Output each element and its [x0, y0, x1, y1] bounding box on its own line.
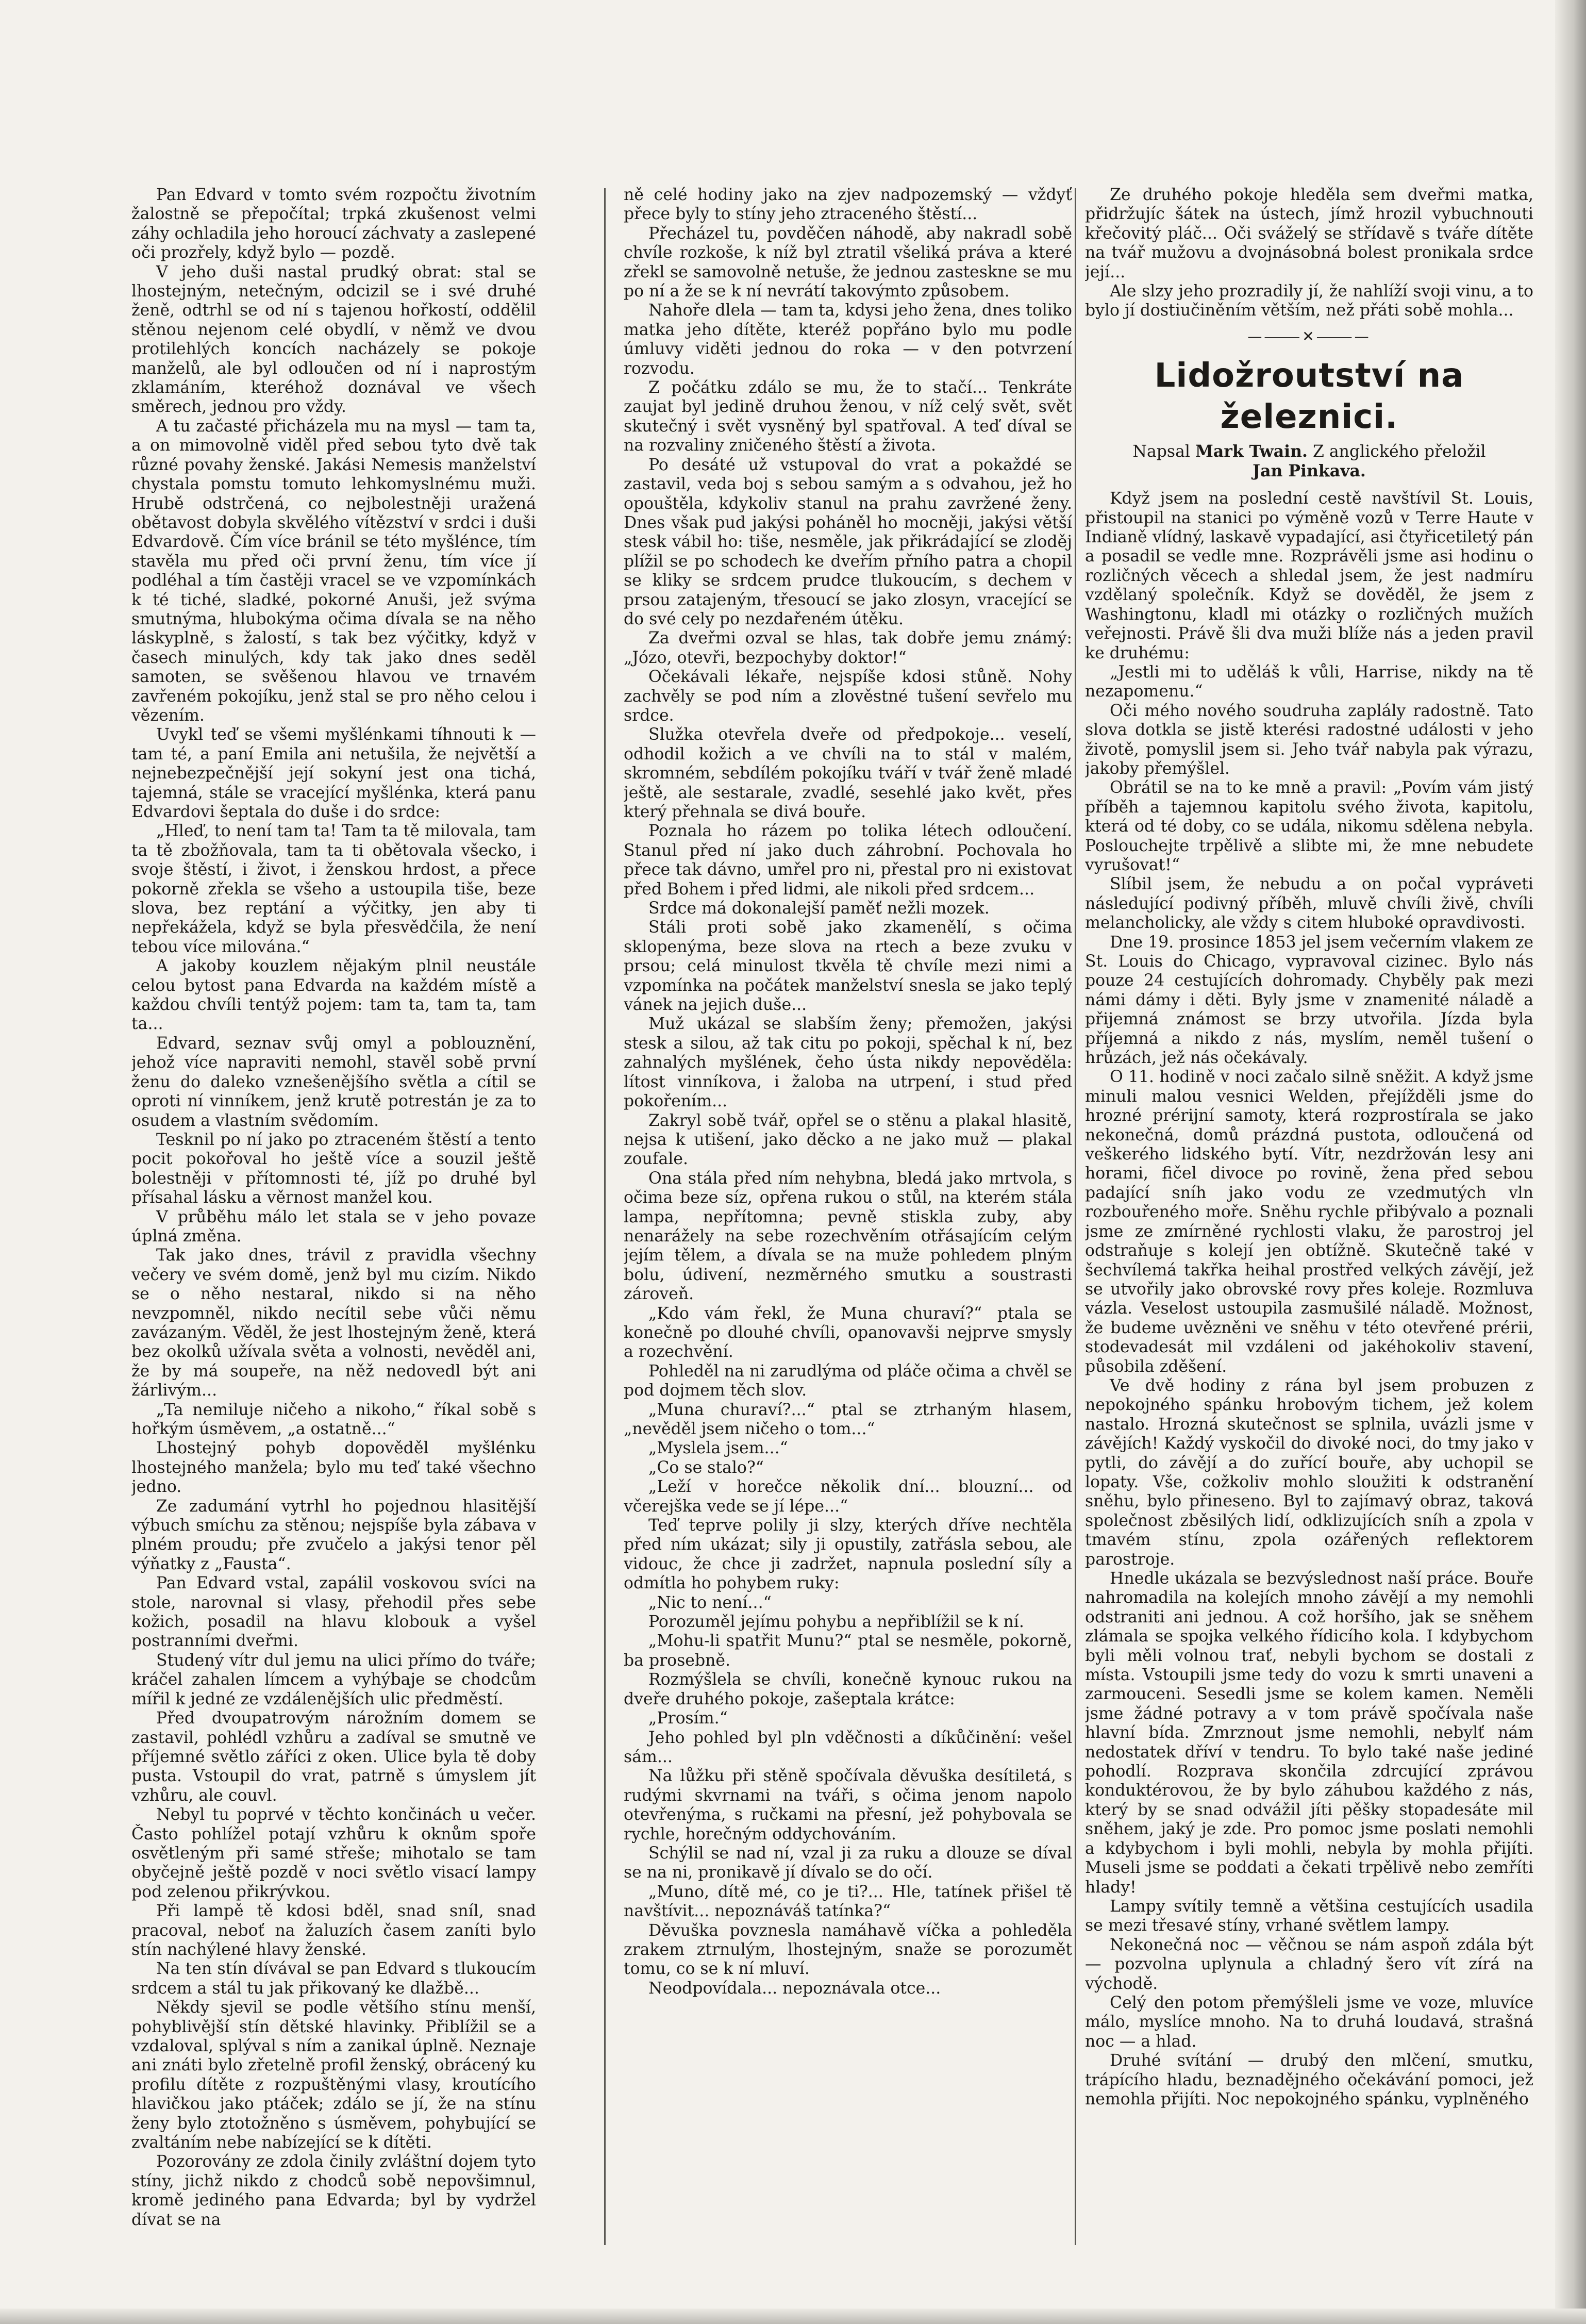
paragraph: Schýlil se nad ní, vzal ji za ruku a dlouze se díval se na ni, pronikavě jí dívalo se do očí. [624, 1844, 1072, 1882]
paragraph: Oči mého nového soudruha zaplály radostně. Tato slova dotkla se jistě kterési radostné události v jeho životě, pomyslil jsem si. Jeho tvář nabyla pak výrazu, jakoby přemýšlel. [1085, 701, 1533, 778]
paragraph: Srdce má dokonalejší paměť nežli mozek. [648, 899, 990, 918]
paragraph: Hnedle ukázala se bezvýslednost naší práce. Bouře nahromadila na kolejích mnoho závějí a my nemohli odstraniti ani jednou. A což horšího, jak se sněhem zlámala se spojka velkého řídicího kola. I kdybychom byli měli volnou trať, nebyli bychom se dostali z místa. Vstoupili jsme tedy do vozu k smrti unaveni a zarmouceni. Sesedli jsme se kolem kamen. Neměli jsme žádné potravy a v tom právě spočívala naše hlavní bída. Zmrznout jsme nemohli, nebylť nám nedostatek dříví v tendru. To bylo také naše jediné pohodlí. Rozprava skončila zdrcující zprávou konduktérovou, že by bylo záhubou každého z nás, který by se snad odvážil jíti pěšky stopadesáte mil sněhem, jaký je zde. Pro pomoc jsme poslati nemohli a kdybychom i byli mohli, nebyla by mohla přijíti. Museli jsme se poddati a čekati trpělivě nebo zemříti hlady! [1085, 1569, 1533, 1897]
paragraph: Dne 19. prosince 1853 jel jsem večerním vlakem ze St. Louis do Chicago, vypravoval cizinec. Bylo nás pouze 24 cestujících dohromady. Chyběly pak mezi námi dámy i děti. Byly jsme v znamenité náladě a přijemná známost se brzy utvořila. Jízda byla příjemná a nikdo z nás, myslím, neměl tušení o hrůzách, jež nás očekávaly. [1085, 933, 1533, 1068]
paragraph: Za dveřmi ozval se hlas, tak dobře jemu známý: „Józo, otevři, bezpochyby doktor!“ [624, 629, 1072, 667]
paragraph: „Jestli mi to uděláš k vůli, Harrise, nikdy na tě nezapomenu.“ [1085, 662, 1533, 701]
paragraph: Neodpovídala... nepoznávala otce... [648, 1979, 941, 1998]
paragraph: „Kdo vám řekl, že Muna churaví?“ ptala se konečně po dlouhé chvíli, opanovavši nejprve smysly a rozechvění. [624, 1304, 1072, 1362]
paragraph: Při lampě tě kdosi bděl, snad sníl, snad pracoval, neboť na žaluzích časem zaníti bylo stín nachýlené hlavy ženské. [131, 1902, 536, 1959]
paragraph: Obrátil se na to ke mně a pravil: „Povím vám jistý příběh a tajemnou kapitolu svého života, kapitolu, která od té doby, co se udála, nikomu sdělena nebyla. Poslouchejte trpělivě a slibte mi, že mne nebudete vyrušovat!“ [1085, 778, 1533, 874]
paragraph: „Prosím.“ [648, 1709, 728, 1728]
paragraph: Tak jako dnes, trávil z pravidla všechny večery ve svém domě, jenž byl mu cizím. Nikdo se o něho nestaral, nikdo si na něho nevzpomněl, nikdo necítil sebe vůči němu zavázaným. Věděl, že jest lhostejným ženě, která bez okolků užívala světa a volnosti, nevěděl ani, že by má soupeře, na něž nedovedl být ani žárlivým... [131, 1246, 536, 1400]
byline-author: Mark Twain. [1195, 442, 1308, 461]
column-divider [1075, 188, 1076, 2245]
paragraph: „Leží v horečce několik dní... blouzní... od včerejška vede se jí lépe...“ [624, 1478, 1072, 1516]
column-left [131, 186, 536, 2262]
paragraph: Slíbil jsem, že nebudu a on počal vypráveti následující podivný příběh, mluvě chvíli živě, chvíli melancholicky, ale vždy s citem hluboké opravdivosti. [1085, 875, 1533, 933]
paragraph: „Co se stalo?“ [648, 1458, 764, 1477]
paragraph: „Ta nemiluje ničeho a nikoho,“ říkal sobě s hořkým úsměvem, „a ostatně...“ [131, 1400, 536, 1438]
column-divider [604, 188, 606, 2245]
page-edge-shadow [1555, 0, 1586, 2324]
paragraph: „Muno, dítě mé, co je ti?... Hle, tatínek přišel tě navštívit... nepoznáváš tatínka?“ [624, 1882, 1072, 1921]
paragraph: „Muna churaví?...“ ptal se ztrhaným hlasem, „nevěděl jsem ničeho o tom...“ [624, 1400, 1072, 1438]
paragraph: Ve dvě hodiny z rána byl jsem probuzen z nepokojného spánku hrobovým tichem, jež kolem nastalo. Hrozná skutečnost se splnila, uvázli jsme v závějích! Každý vyskočil do divoké noci, do tmy jako v pytli, do závějí a do zuřící bouře, aby uchopil se lopaty. Vše, cožkoliv mohlo sloužiti k odstranění sněhu, bylo přineseno. Byl to zajímavý obraz, taková společnost zběsilých lidí, odklizujících sníh a zpola v tmavém stínu, zpola ozářených reflektorem parostroje. [1085, 1376, 1533, 1569]
column-right [1085, 186, 1533, 2262]
paragraph: Přecházel tu, povděčen náhodě, aby nakradl sobě chvíle rozkoše, k níž byl ztratil všeliká práva a které zřekl se samovolně netuše, že jednou zastesknе se mu po ní a že se k ní nevrátí takovýmto způsobem. [624, 224, 1072, 301]
paragraph: Porozuměl jejímu pohybu a nepřiblížil se k ní. [648, 1613, 1024, 1632]
paragraph: Lampy svítily temně a většina cestujících usadila se mezi třesavé stíny, vrhané světlem lampy. [1085, 1897, 1533, 1935]
paragraph: „Mohu-li spatřit Munu?“ ptal se nesměle, pokorně, ba prosebně. [624, 1632, 1072, 1670]
paragraph: „Myslela jsem...“ [648, 1439, 788, 1458]
paragraph: Nebyl tu poprvé v těchto končinách u večer. Často pohlížel potají vzhůru k oknům spoře osvětleným při samé střeše; mihotalo se tam obyčejně ještě pozdě v noci světlo visací lampy pod zelenou přikrývkou. [131, 1805, 536, 1901]
page-edge-shadow [0, 2309, 1586, 2324]
paragraph: Ona stála před ním nehybna, bledá jako mrtvola, s očima beze síz, opřena rukou o stůl, na kterém stála lampa, nepřítomna; pevně stiskla zuby, aby nenarážely na sebe rozechvěním otřásajícím celým jejím tělem, a dívala se na muže pohledem plným bolu, údivení, nezměrného smutku a soustrasti zároveň. [624, 1169, 1072, 1304]
paragraph: Pozorovány ze zdola činily zvláštní dojem tyto stíny, jichž nikdo z chodců sobě nepovšimnul, kromě jediného pana Edvarda; byl by vydržel dívat se na [131, 2152, 536, 2229]
paragraph: Druhé svítání — drubý den mlčení, smutku, trápícího hladu, beznadějného očekávání pomoci, jež nemohla přijíti. Noc nepokojného spánku, vyplněného [1085, 2051, 1533, 2109]
paragraph: Nahoře dlela — tam ta, kdysi jeho žena, dnes toliko matka jeho dítěte, kteréž popřáno bylo mu podle úmluvy viděti jednou do roka — v den potvrzení rozvodu. [624, 301, 1072, 378]
paragraph: Pan Edvard v tomto svém rozpočtu životním žalostně se přepočítal; trpká zkušenost velmi záhy ochladila jeho horoucí záchvaty a zaslepené oči prozřely, když bylo — pozdě. [131, 186, 536, 262]
paragraph: Tesknil po ní jako po ztraceném štěstí a tento pocit pokořoval ho ještě více a souzil ještě bolestněji v přítomnosti té, jíž po druhé byl přísahal lásku a věrnost manžel kou. [131, 1130, 536, 1207]
byline-translator: Jan Pinkava. [1253, 461, 1366, 481]
paragraph: Rozmýšlela se chvíli, konečně kynouc rukou na dveře druhého pokoje, zašeptala krátce: [624, 1670, 1072, 1708]
paragraph: Muž ukázal se slabším ženy; přemožen, jakýsi stesk a silou, až tak citu po pokoji, spěchal k ní, bez zahnalých myšlének, čeho ústa nikdy nepověděla: lítost vinníkova, i žaloba na utrpení, i stud před pokořením... [624, 1015, 1072, 1111]
paragraph: Ze zadumání vytrhl ho pojednou hlasitější výbuch smíchu za stěnou; nejspíše byla zábava v plném proudu; pře zvučelo a jakýsi tenor pěl výňatky z „Fausta“. [131, 1497, 536, 1573]
paragraph: Edvard, seznav svůj omyl a poblouznění, jehož více napraviti nemohl, stavěl sobě první ženu do daleko vznešenějšího světla a cítil se oproti ní vinníkem, jenž krutě potrestán je za to osudem a vlastním svědomím. [131, 1034, 536, 1130]
paragraph: Pan Edvard vstal, zapálil voskovou svíci na stole, narovnal si vlasy, přehodil přes sebe kožich, posadil na hlavu klobouk a vyšel postranními dveřmi. [131, 1574, 536, 1651]
paragraph: Nekonečná noc — věčnou se nám aspoň zdála být — pozvolna uplynula a chladný šero vít zírá na východě. [1085, 1935, 1533, 1993]
paragraph: Z počátku zdálo se mu, že to stačí... Tenkráte zaujat byl jedině druhou ženou, v níž celý svět, svět skutečný i svět vysněný byl spatřoval. A teď díval se na rozvaliny zničeného štěstí a života. [624, 378, 1072, 455]
paragraph: Studený vítr dul jemu na ulici přímo do tváře; kráčel zahalen límcem a vyhýbaje se chodcům mířil k jedné ze vzdálenějších ulic předměstí. [131, 1651, 536, 1708]
article-byline [1085, 442, 1533, 481]
paragraph: Děvuška povznesla namáhavě víčka a pohleděla zrakem ztrnulým, lhostejným, snaže se porozumět tomu, co se k ní mluví. [624, 1921, 1072, 1979]
paragraph: Pohleděl na ni zarudlýma od pláče očima a chvěl se pod dojmem těch slov. [624, 1362, 1072, 1400]
paragraph: Celý den potom přemýšleli jsme ve voze, mluvíce málo, myslíce mnoho. Na to druhá loudavá, strašná noc — a hlad. [1085, 1993, 1533, 2051]
paragraph: Stáli proti sobě jako zkamenělí, s očima sklopenýma, beze slova na rtech a beze zvuku v prsou; celá minulost tkvěla tě chvíle mezi nimi a vzpomínka na počátek manželství snesla se jako teplý vánek na jejich duše... [624, 918, 1072, 1015]
paragraph: Na ten stín dívával se pan Edvard s tlukoucím srdcem a stál tu jak přikovaný ke dlažbě... [131, 1960, 536, 1998]
paragraph: Lhostejný pohyb dopověděl myšlénku lhostejného manžela; bylo mu teď také všechno jedno. [131, 1439, 536, 1497]
paragraph: Před dvoupatrovým nárožním domem se zastavil, pohlédl vzhůru a zadíval se smutně ve příjemné světlo záříci z oken. Ulice byla tě doby pusta. Vstoupil do vrat, patrně s úmyslem jít vzhůru, ale couvl. [131, 1709, 536, 1805]
article-title: Lidožroutství na železnici. [1154, 357, 1464, 437]
paragraph: V jeho duši nastal prudký obrat: stal se lhostejným, netečným, odcizil se i své druhé ženě, odtrhl se od ní s tajenou hořkostí, oddělil stěnou nejenom celé obydlí, v němž ve dvou protilehlých koncích nacházely se pokoje manželů, ale byl odloučen od ní i naprostým zklamáním, kteréhož doznával ve všech směrech, jednou pro vždy. [131, 262, 536, 417]
paragraph: A jakoby kouzlem nějakým plnil neustále celou bytost pana Edvarda na každém místě a každou chvíli tentýž pojem: tam ta, tam ta, tam ta... [131, 957, 536, 1034]
paragraph: Někdy sjevil se podle většího stínu menší, pohyblivější stín dětské hlavinky. Přiblížil se a vzdaloval, splýval s ním a zanikal úplně. Neznaje ani znáti bylo zřetelně profil ženský, obrácený ku profilu dítěte z rozpuštěnými vlasy, kroutícího hlavičkou jako ptáček; zdálo se jí, že na stínu ženy bylo ztotožněno s úsměvem, pohybující se zvaltáním nebe nabízející se k dítěti. [131, 1998, 536, 2152]
paragraph: Služka otevřela dveře od předpokoje... veselí, odhodil kožich a ve chvíli na to stál v malém, skromném, sebdílém pokojíku tváří v tvář ženě mladé ještě, ale sestarale, zvadlé, sesehlé jako květ, přes který přehnala se divá bouře. [624, 725, 1072, 821]
byline-mid: Z anglického přeložil [1307, 442, 1486, 461]
paragraph: Ze druhého pokoje hleděla sem dveřmi matka, přidržujíc šátek na ústech, jímž hrozil vybuchnouti křečovitý pláč... Oči sváželý se střídavě s tváře dítěte na tvář mužovu a dvojnásobná bolest pronikala srdce její... [1085, 186, 1533, 281]
paragraph: „Hleď, to není tam ta! Tam ta tě milovala, tam ta tě zbožňovala, tam ta ti obětovala všecko, i svoje štěstí, i život, i ženskou hrdost, a přece pokorně zřekla se všeho a ustoupila tiše, beze slova, bez reptání a výčitky, jen aby ti nepřekážela, když se byla přesvědčila, že není tebou více milována.“ [131, 822, 536, 956]
column-middle [624, 186, 1072, 2262]
paragraph: Když jsem na poslední cestě navštívil St. Louis, přistoupil na stanici po výměně vozů v Terre Haute v Indianě vlídný, laskavě vypadající, asi čtyřicetiletý pán a posadil se vedle mne. Rozprávěli jsme asi hodinu o rozličných věcech a shledal jsem, že jest nadmíru vzdělaný společník. Když se dověděl, že jsem z Washingtonu, kladl mi otázky o rozličných mužích veřejnosti. Právě šli dva muži blíže nás a jeden pravil ke druhému: [1085, 489, 1533, 662]
paragraph: O 11. hodině v noci začalo silně sněžit. A když jsme minuli malou vesnici Welden, přejížděli jsme do hrozné prérijní samoty, která rozprostírala se jako nekonečná, domů prázdná pustota, odloučená od veškerého lidského bytí. Vítr, nezdržován lesy ani horami, fičel divoce po rovině, žena před sebou padající sníh jako vodu ze vzedmutých vln rozbouřeného moře. Sněhu rychle přibývalo a poznali jsme ze zmírněné rychlosti vlaku, že parostroj jel odstraňuje s kolejí jen obtížně. Skutečně také v šechvílemá takřka heihal prostřed velkých závějí, jež se utvořily jako obrovské rovy přes koleje. Rozmluva vázla. Veselost ustoupila zasmušilé náladě. Možnost, že budeme uvězněni ve sněhu v této otevřené prérii, stodevadesát mil vzdáleni od jakéhokoliv stavení, působila zděšení. [1085, 1068, 1533, 1376]
paragraph: Uvykl teď se všemi myšlénkami tíhnouti k — tam té, a paní Emila ani netušila, že největší a nejnebezpečnější její sokyní jest ona tichá, tajemná, stále se vracející myšlénka, která panu Edvardovi šeptala do duše i do srdce: [131, 725, 536, 821]
paragraph: Po desáté už vstupoval do vrat a pokaždé se zastavil, veda boj s sebou samým a s odvahou, jež ho opouštěla, kdykoliv stanul na prahu zavržené ženy. Dnes však pud jakýsi poháněl ho mocněji, jakýsi větší stesk vábil ho: tiše, nesměle, jak přikrádající se zloděj plížil se po schodech ke dveřím přního patra a chopil se kliky se srdcem prudce tlukoucím, s dechem v prsou zatajeným, třesoucí se jako zlosyn, vracející se do své cely po nezdařeném útěku. [624, 455, 1072, 628]
paragraph: Teď teprve polily ji slzy, kterých dříve nechtěla před ním ukázat; sily ji opustily, zatřásla sebou, ale vidouc, že chce ji zadržet, napnula poslední síly a odmítla ho pohybem ruky: [624, 1516, 1072, 1593]
ornament-divider: —⸻✕⸻— [1247, 327, 1371, 345]
paragraph: Ale slzy jeho prozradily jí, že nahlíží svoji vinu, a to bylo jí dostiučiněním větším, než přáti sobě mohla... [1085, 282, 1533, 320]
paragraph: V průběhu málo let stala se v jeho povaze úplná změna. [131, 1207, 536, 1246]
paragraph: Zakryl sobě tvář, opřel se o stěnu a plakal hlasitě, nejsa k utišení, jako děcko a ne jako muž — plakal zoufale. [624, 1111, 1072, 1169]
paragraph: Poznala ho rázem po tolika létech odloučení. Stanul před ní jako duch záhrobní. Pochovala ho přece tak dávno, umřel pro ni, přestal pro ni existovat před Bohem i před lidmi, ale nikoli před srdcem... [624, 822, 1072, 899]
paragraph: A tu začasté přicházela mu na mysl — tam ta, a on mimovolně viděl před sebou tyto dvě tak různé povahy ženské. Jakási Nemesis manželství chystala pomstu tomuto lehkomyslnému muži. Hrubě odstrčená, co nejbolestněji uražená obětavost dobyla skvělého vítězství v srdci i duši Edvardově. Čím více bránil se této myšlénce, tím stavěla mu před oči první ženu, tím více jí podléhal a tím častěji vracel se ve vzpomínkách k té tiché, sladké, pokorné Anuši, jež svýma smutnýma, hlubokýma očima dívala se na něho láskyplně, s žalostí, s tak bez výčitky, když v časech minulých, kdy tak jako dnes seděl samoten, se svěšenou hlavou ve trnavém zavřeném pokojíku, jenž stal se pro něho celou i vězením. [131, 417, 536, 725]
paragraph: ně celé hodiny jako na zjev nadpozemský — vždyť přece byly to stíny jeho ztraceného štěstí... [624, 186, 1072, 224]
paragraph: „Nic to není...“ [648, 1593, 772, 1612]
paragraph: Jeho pohled byl pln vděčnosti a díkůčinění: vešel sám... [624, 1728, 1072, 1766]
byline-prefix: Napsal [1132, 442, 1195, 461]
paragraph: Na lůžku při stěně spočívala děvuška desítiletá, s rudými skvrnami na tváři, s očima jenom napolo otevřenýma, s ručkami na přesní, jež pohybovala se rychle, horečným oddychováním. [624, 1767, 1072, 1844]
paragraph: Očekávali lékaře, nejspíše kdosi stůně. Nohy zachvěly se pod ním a zlověstné tušení sevřelo mu srdce. [624, 668, 1072, 725]
